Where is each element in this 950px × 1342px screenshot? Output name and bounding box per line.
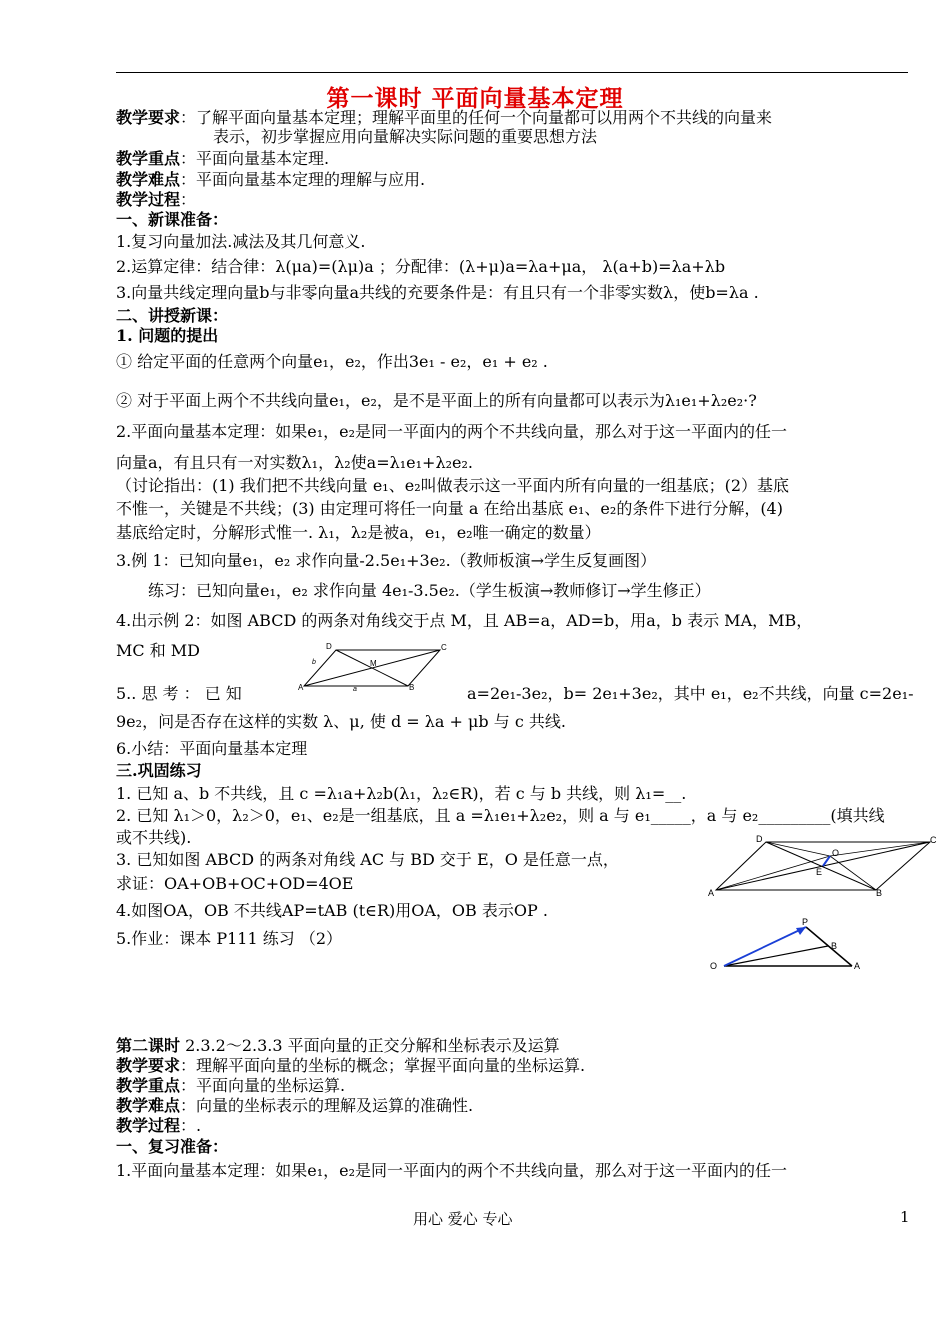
label-b: B <box>876 888 883 898</box>
text: ：平面向量的坐标运算. <box>180 1076 346 1095</box>
label: 教学过程 <box>116 1116 181 1135</box>
paragraph: 基底给定时，分解形式惟一. λ₁，λ₂是被a，e₁，e₂唯一确定的数量） <box>116 523 601 542</box>
label: 教学重点 <box>116 1076 181 1095</box>
teaching-requirement-cont: 表示，初步掌握应用向量解决实际问题的重要思想方法 <box>213 127 598 146</box>
section-heading: 三.巩固练习 <box>116 761 202 780</box>
exercise: 2. 已知 λ₁＞0，λ₂＞0，e₁、e₂是一组基底，且 a =λ₁e₁+λ₂e₂，则 a 与 e₁_____，a 与 e₂_________(填共线 <box>116 806 885 825</box>
paragraph: MC 和 MD <box>116 641 201 660</box>
label: 教学难点 <box>116 170 181 189</box>
label: 教学要求 <box>116 1056 181 1075</box>
label-p: P <box>802 917 809 927</box>
label-o: O <box>710 961 718 971</box>
section-heading: 一、复习准备： <box>116 1137 229 1156</box>
paragraph: 1.复习向量加法.减法及其几何意义. <box>116 232 366 251</box>
text: ：. <box>180 1116 202 1135</box>
label-c: C <box>930 835 937 845</box>
text: ：向量的坐标表示的理解及运算的准确性. <box>180 1096 474 1115</box>
paragraph: ① 给定平面的任意两个向量e₁，e₂，作出3e₁ - e₂，e₁ + e₂ . <box>116 352 548 371</box>
label-m: M <box>370 659 377 668</box>
lesson2-heading <box>116 1035 911 1057</box>
paragraph: 不惟一，关键是不共线；(3) 由定理可将任一向量 a 在给出基底 e₁、e₂的条件下进行分解，(4) <box>116 499 783 518</box>
paragraph: ② 对于平面上两个不共线向量e₁，e₂，是不是平面上的所有向量都可以表示为λ₁e₁+λ₂e₂·? <box>116 391 757 410</box>
diagonal-bd <box>766 842 876 890</box>
parallelogram-figure <box>298 640 448 692</box>
paragraph: 4.出示例 2：如图 ABCD 的两条对角线交于点 M，且 AB=a，AD=b，用a，b 表示 MA，MB， <box>116 611 813 630</box>
segment-ob <box>724 946 828 966</box>
label-c: C <box>441 643 447 652</box>
text: ：理解平面向量的坐标的概念；掌握平面向量的坐标运算. <box>180 1056 586 1075</box>
exercise: 求证：OA+OB+OC+OD=4OE <box>116 874 354 893</box>
label-a: A <box>854 961 861 971</box>
label-b: B <box>409 683 415 692</box>
diagonal-bd <box>336 650 408 686</box>
parallelogram-o-figure <box>708 830 940 900</box>
paragraph: 3.向量共线定理向量b与非零向量a共线的充要条件是：有且只有一个非零实数λ，使b=λa . <box>116 283 759 302</box>
page-number: 1 <box>900 1208 910 1226</box>
label: 教学重点 <box>116 149 181 168</box>
lesson2-difficulty <box>116 1095 911 1117</box>
label-vec-a: a <box>353 686 357 692</box>
teaching-key <box>116 148 911 170</box>
teaching-difficulty <box>116 169 911 191</box>
segment-od <box>766 842 830 856</box>
label-d: D <box>756 834 763 844</box>
paragraph: 2.运算定律：结合律：λ(μa)=(λμ)a ；分配律：(λ+μ)a=λa+μa， λ(a+b)=λa+λb <box>116 257 726 276</box>
exercise: 1. 已知 a、b 不共线，且 c =λ₁a+λ₂b(λ₁，λ₂∈R)，若 c 与 b 共线，则 λ₁=__. <box>116 784 687 803</box>
label-vec-b: b <box>312 659 316 666</box>
text: ：了解平面向量基本定理；理解平面里的任何一个向量都可以用两个不共线的向量来 <box>180 108 773 127</box>
text: ： <box>180 190 197 209</box>
paragraph: （讨论指出：(1) 我们把不共线向量 e₁、e₂叫做表示这一平面内所有向量的一组基底；(2）基底 <box>116 476 790 495</box>
footer-motto: 用心 爱心 专心 <box>413 1210 513 1228</box>
paragraph: 2.平面向量基本定理：如果e₁，e₂是同一平面内的两个不共线向量，那么对于这一平面内的任一 <box>116 422 788 441</box>
paragraph: 5.. 思 考 ： 已 知 <box>116 684 242 703</box>
lesson2-requirement <box>116 1055 911 1077</box>
triangle-figure <box>706 916 868 976</box>
exercise: 5.作业：课本 P111 练习 （2） <box>116 929 343 948</box>
text: ：平面向量基本定理的理解与应用. <box>180 170 426 189</box>
lesson2-key <box>116 1075 911 1097</box>
paragraph: 9e₂，问是否存在这样的实数 λ、μ, 使 d = λa + μb 与 c 共线. <box>116 712 566 731</box>
text: 2.3.2～2.3.3 平面向量的正交分解和坐标表示及运算 <box>180 1036 560 1055</box>
text: ：平面向量基本定理. <box>180 149 330 168</box>
label-o: O <box>832 848 840 858</box>
label: 教学难点 <box>116 1096 181 1115</box>
vector-op <box>724 927 806 966</box>
paragraph: 练习：已知向量e₁，e₂ 求作向量 4e₁-3.5e₂.（学生板演→教师修订→学生修正） <box>148 581 711 600</box>
label-e: E <box>816 867 823 877</box>
section-heading: 二、讲授新课： <box>116 306 229 325</box>
label: 第二课时 <box>116 1036 181 1055</box>
paragraph: 6.小结：平面向量基本定理 <box>116 739 308 758</box>
segment-pa <box>806 927 852 966</box>
exercise: 3. 已知如图 ABCD 的两条对角线 AC 与 BD 交于 E，O 是任意一点， <box>116 850 619 869</box>
paragraph: 1.平面向量基本定理：如果e₁，e₂是同一平面内的两个不共线向量，那么对于这一平面内的任一 <box>116 1161 788 1180</box>
label: 教学过程 <box>116 190 181 209</box>
label-d: D <box>326 642 332 651</box>
segment-oc <box>830 842 930 856</box>
subsection-heading: 1. 问题的提出 <box>116 326 219 345</box>
teaching-process <box>116 189 911 211</box>
exercise: 4.如图OA，OB 不共线AP=tAB (t∈R)用OA，OB 表示OP . <box>116 901 548 920</box>
label-b: B <box>831 941 838 951</box>
page-title: 第一课时 平面向量基本定理 <box>326 85 624 112</box>
label: 教学要求 <box>116 108 181 127</box>
header-rule <box>116 72 908 73</box>
label-a: A <box>708 888 715 898</box>
paragraph: a=2e₁-3e₂，b= 2e₁+3e₂，其中 e₁，e₂不共线，向量 c=2e₁- <box>467 684 914 703</box>
exercise: 或不共线). <box>116 828 192 847</box>
paragraph: 向量a，有且只有一对实数λ₁，λ₂使a=λ₁e₁+λ₂e₂. <box>116 453 473 472</box>
label-a: A <box>298 683 304 692</box>
section-heading: 一、新课准备： <box>116 210 229 229</box>
paragraph: 3.例 1：已知向量e₁，e₂ 求作向量-2.5e₁+3e₂.（教师板演→学生反复画图） <box>116 551 657 570</box>
lesson2-process <box>116 1115 911 1137</box>
